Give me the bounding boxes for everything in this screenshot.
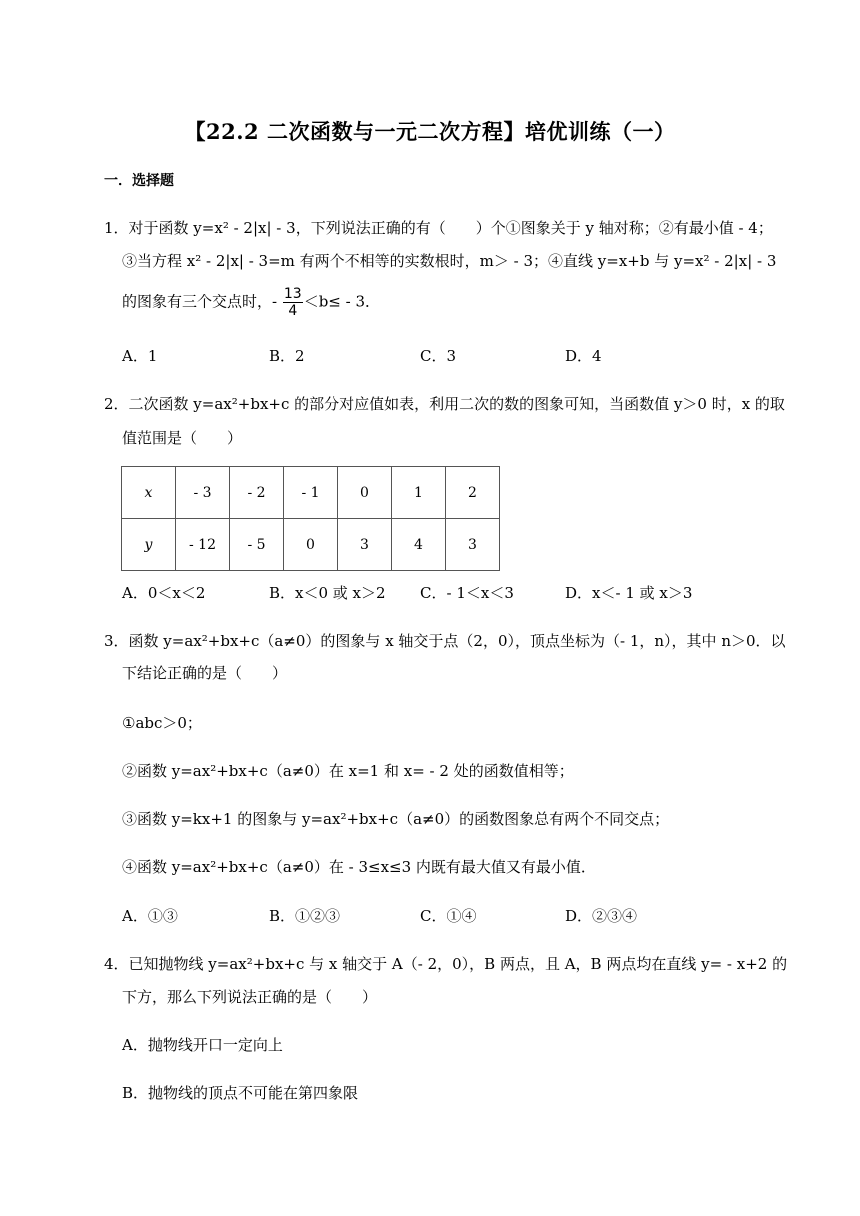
table-cell: 2	[446, 467, 500, 519]
q3-option-c: C．①④	[420, 907, 477, 925]
table-cell: 1	[392, 467, 446, 519]
q1-option-b: B．2	[269, 347, 305, 365]
q1-option-d: D．4	[565, 347, 602, 365]
q3-option-a: A．①③	[122, 907, 178, 925]
q3-statement-1: ①abc＞0；	[122, 714, 202, 732]
q4-line-2: 下方，那么下列说法正确的是（ ）	[122, 988, 378, 1006]
q4-option-a: A．抛物线开口一定向上	[122, 1036, 283, 1054]
q2-option-b: B．x＜0 或 x＞2	[269, 584, 386, 602]
table-cell: - 12	[176, 519, 230, 571]
q1-line-3-text: 的图象有三个交点时，	[122, 292, 273, 311]
q2-line-2: 值范围是（ ）	[122, 429, 243, 447]
q3-statement-2: ②函数 y=ax²+bx+c（a≠0）在 x=1 和 x= - 2 处的函数值相等；	[122, 762, 574, 780]
q3-line-1: 3．函数 y=ax²+bx+c（a≠0）的图象与 x 轴交于点（2，0），顶点坐标为（- 1，n），其中 n＞0．以	[104, 632, 786, 650]
q2-option-c: C．- 1＜x＜3	[420, 584, 514, 602]
value-table	[121, 466, 500, 571]
q1-line-2: ③当方程 x² - 2|x| - 3=m 有两个不相等的实数根时，m＞ - 3；④直线 y=x+b 与 y=x² - 2|x| - 3	[122, 252, 777, 270]
table-cell: 0	[284, 519, 338, 571]
q3-statement-3: ③函数 y=kx+1 的图象与 y=ax²+bx+c（a≠0）的函数图象总有两个不同交点；	[122, 810, 670, 828]
q1-line-3	[122, 286, 380, 319]
page-title: 【22.2 二次函数与一元二次方程】培优训练（一）	[184, 119, 676, 144]
q1-line-1: 1．对于函数 y=x² - 2|x| - 3，下列说法正确的有（ ）个①图象关于 y 轴对称；②有最小值 - 4；	[104, 219, 773, 237]
q1-line-3-tail: ＜b≤ - 3．	[303, 292, 381, 311]
table-cell: 4	[392, 519, 446, 571]
q3-option-b: B．①②③	[269, 907, 341, 925]
q2-option-d: D．x＜- 1 或 x＞3	[565, 584, 693, 602]
table-cell: 3	[338, 519, 392, 571]
q2-line-1: 2．二次函数 y=ax²+bx+c 的部分对应值如表，利用二次的数的图象可知，当函数值 y＞0 时，x 的取	[104, 395, 785, 413]
q1-option-c: C．3	[420, 347, 457, 365]
fraction	[283, 286, 303, 319]
q3-option-d: D．②③④	[565, 907, 638, 925]
table-cell: 0	[338, 467, 392, 519]
section-heading: 一．选择题	[104, 173, 174, 189]
table-cell: - 3	[176, 467, 230, 519]
table-header-y: y	[122, 519, 176, 571]
table-row-y	[122, 519, 500, 571]
q3-line-2: 下结论正确的是（ ）	[122, 664, 288, 682]
q3-statement-4: ④函数 y=ax²+bx+c（a≠0）在 - 3≤x≤3 内既有最大值又有最小值．	[122, 858, 596, 876]
fraction-numerator: 13	[283, 286, 302, 302]
table-cell: - 1	[284, 467, 338, 519]
table-cell: - 2	[230, 467, 284, 519]
q2-option-a: A．0＜x＜2	[122, 584, 206, 602]
q1-minus-sign: -	[272, 292, 282, 311]
q4-line-1: 4．已知抛物线 y=ax²+bx+c 与 x 轴交于 A（- 2，0），B 两点，且 A，B 两点均在直线 y= - x+2 的	[104, 955, 788, 973]
q4-option-b: B．抛物线的顶点不可能在第四象限	[122, 1084, 359, 1102]
table-row-x	[122, 467, 500, 519]
table-cell: - 5	[230, 519, 284, 571]
fraction-denominator: 4	[288, 303, 298, 319]
table-header-x: x	[122, 467, 176, 519]
table-cell: 3	[446, 519, 500, 571]
q1-option-a: A．1	[122, 347, 158, 365]
